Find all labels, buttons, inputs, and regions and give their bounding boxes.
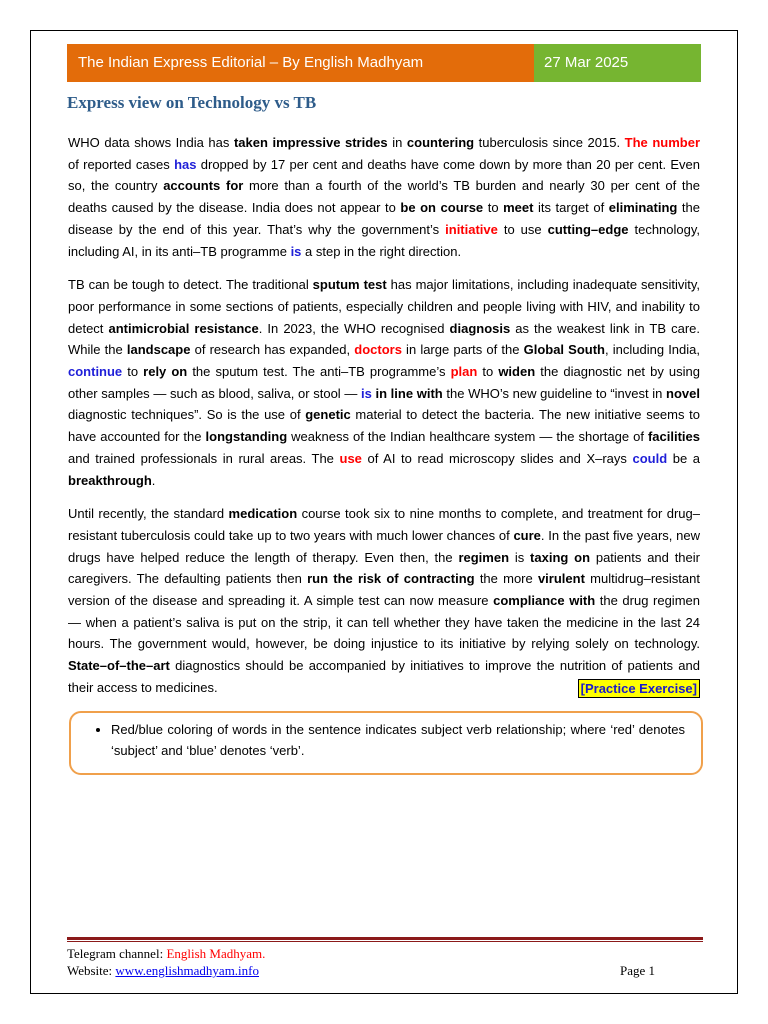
subject-word: use — [339, 450, 362, 466]
bold-term: compliance with — [493, 593, 596, 609]
text-run: Until recently, the standard — [68, 506, 229, 522]
website-link[interactable]: www.englishmadhyam.info — [115, 963, 259, 978]
article-title: Express view on Technology vs TB — [67, 93, 317, 112]
text-run: of research has expanded, — [190, 342, 355, 358]
text-run: TB can be tough to detect. The traditional — [68, 277, 313, 293]
text-run: . In 2023, the WHO recognised — [258, 320, 450, 336]
text-run: multidrug–resistant version of the disease and spreading it. A simple test can now measure — [68, 571, 700, 609]
bold-term: facilities — [647, 429, 700, 445]
text-run: of reported cases — [68, 156, 175, 172]
text-run: technology, including AI, in its anti–TB programme — [68, 221, 701, 259]
text-run: as the weakest link in TB care. While the — [68, 320, 700, 358]
paragraph-2 — [68, 274, 700, 491]
text-run: the more — [474, 571, 538, 587]
page-number: Page 1 — [619, 963, 655, 978]
header-title: The Indian Express Editorial – By English Madhyam — [67, 44, 534, 82]
bold-term: eliminating — [608, 200, 678, 216]
text-run: to — [477, 364, 499, 380]
bold-term: diagnosis — [449, 320, 511, 336]
subject-word: doctors — [354, 342, 402, 358]
verb-word: is — [290, 243, 302, 259]
subject-word: The number — [624, 135, 701, 150]
note-item: • Red/blue coloring of words in the sentence indicates subject verb relationship; where ‘red’ denotes ‘subject’ and ‘blue’ denotes ‘verb’. — [111, 719, 685, 761]
bold-term: State–of–the–art — [68, 658, 170, 674]
text-run: WHO data shows India has — [68, 135, 234, 150]
verb-word: is — [360, 385, 372, 401]
verb-word: has — [174, 156, 197, 172]
text-run: is — [509, 549, 531, 565]
bold-term: cure — [513, 527, 541, 543]
website-line — [67, 962, 655, 979]
note-list — [91, 719, 685, 761]
bold-term: run the risk of contracting — [307, 571, 475, 587]
text-run: more than a fourth of the world’s TB burden and nearly 30 per cent of the deaths caused by the disease. India does not appear to — [68, 178, 700, 216]
bold-term: accounts for — [163, 178, 244, 194]
bold-term: novel — [666, 385, 700, 401]
text-run: the diagnostic net by using other samples — such as blood, saliva, or stool — — [68, 364, 700, 401]
verb-word: continue — [68, 364, 123, 380]
text-run: course took six to nine months to complete, and treatment for drug–resistant tuberculosis could take up to two years with much lower chances of — [68, 506, 700, 543]
bold-term: medication — [228, 506, 298, 522]
text-run: of AI to read microscopy slides and X–rays — [361, 450, 633, 466]
telegram-channel: English Madhyam. — [166, 946, 266, 961]
note-box — [69, 711, 703, 775]
text-run: patients and their caregivers. The defaulting patients then — [68, 549, 700, 587]
bold-term: sputum test — [312, 277, 387, 293]
text-run: , including India, — [605, 342, 701, 358]
bold-term: be on course — [400, 200, 484, 216]
text-run: its target of — [533, 200, 609, 216]
text-run: to — [483, 200, 504, 216]
text-run: tuberculosis since 2015. — [474, 135, 625, 150]
bold-term: genetic — [305, 407, 351, 423]
subject-word: initiative — [445, 221, 498, 237]
bold-term: meet — [503, 200, 534, 216]
text-run: be a — [667, 450, 700, 466]
text-run: has major limitations, including inadequate sensitivity, poor performance in some sections of patients, especially children and people living with HIV, and inability to detect — [68, 277, 701, 336]
header-banner — [67, 44, 701, 82]
article-body — [68, 132, 700, 711]
footer — [67, 945, 655, 979]
bold-term: longstanding — [205, 429, 288, 445]
text-run: diagnostics should be accompanied by initiatives to improve the nutrition of patients and their access to medicines. — [68, 658, 700, 695]
practice-exercise-link[interactable]: [Practice Exercise] — [578, 679, 700, 698]
bold-term: widen — [498, 364, 536, 380]
text-run: diagnostic techniques”. So is the use of — [68, 407, 306, 423]
verb-word: could — [632, 450, 668, 466]
text-run: to use — [497, 221, 548, 237]
telegram-label: Telegram channel: — [67, 946, 164, 961]
bold-term: landscape — [126, 342, 191, 358]
bold-term: breakthrough — [68, 472, 152, 488]
text-run: to — [122, 364, 144, 380]
bold-term: taxing on — [530, 549, 591, 565]
text-run: the disease by the end of this year. That’s why the government’s — [68, 200, 700, 237]
text-run: . — [151, 472, 156, 488]
telegram-line — [67, 945, 655, 962]
subject-word: plan — [450, 364, 478, 380]
bold-term: antimicrobial resistance — [108, 320, 259, 336]
bold-term: rely on — [143, 364, 188, 380]
text-run: in — [387, 135, 407, 150]
bold-term: in line with — [375, 385, 443, 401]
text-run: in large parts of the — [401, 342, 524, 358]
header-date: 27 Mar 2025 — [534, 44, 701, 82]
bold-term: Global South — [523, 342, 605, 358]
bold-term: regimen — [458, 549, 510, 565]
bold-term: taken impressive strides — [233, 135, 388, 150]
text-run: a step in the right direction. — [301, 243, 462, 259]
text-run: material to detect the bacteria. The new initiative seems to have accounted for the — [68, 407, 701, 445]
text-run: the drug regimen — when a patient’s saliva is put on the strip, it can tell whether they have taken the medicine in the last 24 hours. The government would, however, be doing injustice to its initiative by relying solely on technology. — [68, 593, 700, 652]
text-run: weakness of the Indian healthcare system — the shortage of — [287, 429, 648, 445]
paragraph-1 — [68, 132, 700, 262]
text-run: the sputum test. The anti–TB programme’s — [187, 364, 451, 380]
bold-term: countering — [406, 135, 475, 150]
text-run: dropped by 17 per cent and deaths have come down by more than 20 per cent. Even so, the country — [68, 156, 701, 194]
footer-rule-thin — [67, 941, 703, 942]
text-run: the WHO’s new guideline to “invest in — [442, 385, 667, 401]
bold-term: cutting–edge — [547, 221, 629, 237]
footer-rule — [67, 937, 703, 940]
text-run: . In the past five years, new drugs have helped reduce the length of therapy. Even then, the — [68, 527, 700, 565]
paragraph-3 — [68, 503, 700, 698]
website-label: Website: — [67, 963, 113, 978]
bold-term: virulent — [537, 571, 585, 587]
text-run: and trained professionals in rural areas. The — [68, 450, 340, 466]
